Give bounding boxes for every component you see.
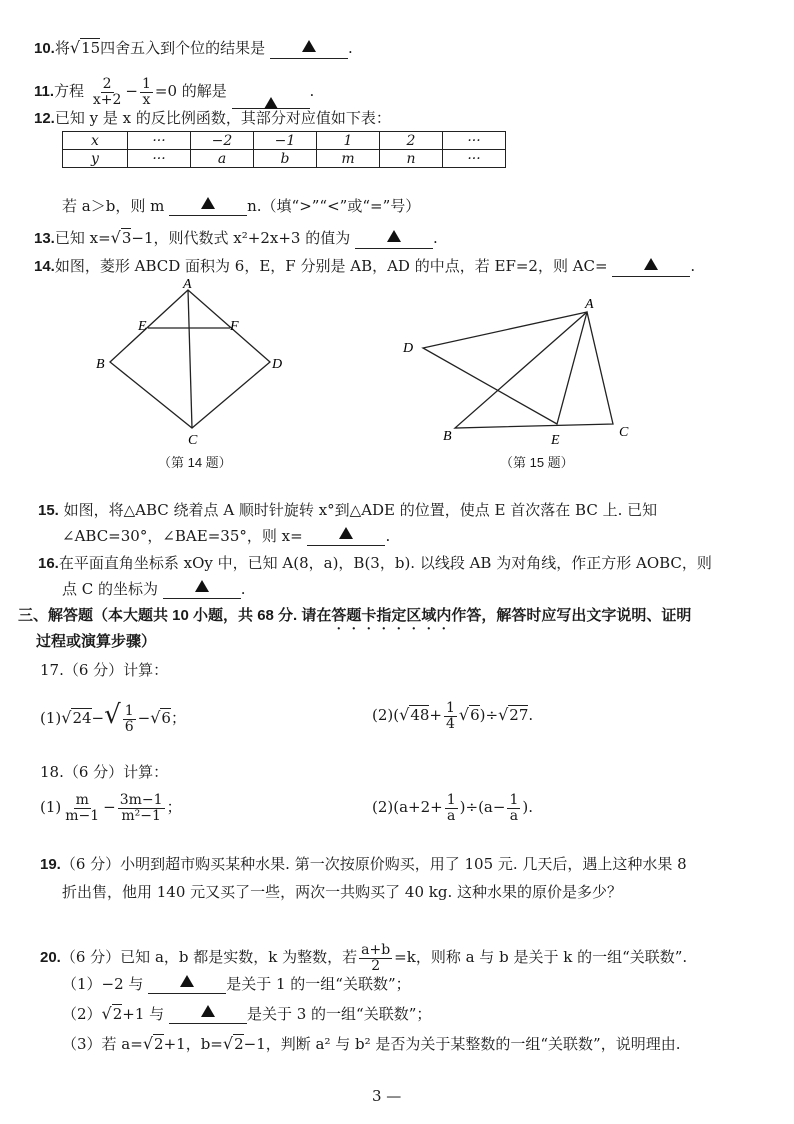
question-19-line1: 19.（6 分）小明到超市购买某种水果. 第一次按原价购买，用了 105 元. 几天后，遇上这种水果 8 xyxy=(40,855,687,873)
page-number: 3 — xyxy=(372,1087,402,1105)
svg-text:C: C xyxy=(188,433,198,448)
question-14: 14.如图，菱形 ABCD 面积为 6，E，F 分别是 AB，AD 的中点，若 EF=2，则 AC= . xyxy=(34,257,696,275)
svg-text:E: E xyxy=(138,319,147,334)
section-3-heading: 三、解答题（本大题共 10 小题，共 68 分. 请在答题卡指定区域内作答，解答时应写出文字说明、证明 xyxy=(18,607,692,624)
question-17-part1: (1)√24−√ $\frac{1}{6}$ −√6； xyxy=(40,700,186,735)
answer-blank[interactable] xyxy=(307,527,385,546)
question-20: 20.（6 分）已知 a，b 都是实数，k 为整数，若 $\frac{a+b}{2}$ =k，则称 a 与 b 是关于 k 的一组“关联数”. xyxy=(40,941,688,974)
answer-blank[interactable] xyxy=(232,90,310,109)
question-15-line2: ∠ABC=30°，∠BAE=35°，则 x= . xyxy=(62,527,391,545)
triangle-icon xyxy=(387,230,401,242)
answer-blank[interactable] xyxy=(355,230,433,249)
triangle-icon xyxy=(201,197,215,209)
svg-text:A: A xyxy=(183,278,192,292)
answer-blank[interactable] xyxy=(148,975,226,994)
question-13: 13.已知 x=√3−1，则代数式 x²+2x+3 的值为 . xyxy=(34,228,438,247)
svg-text:E: E xyxy=(551,433,560,448)
answer-blank[interactable] xyxy=(169,1005,247,1024)
question-12-line2: 若 a＞b，则 m n.（填“>”“<”或“=”号） xyxy=(62,197,421,215)
svg-text:B: B xyxy=(443,429,452,444)
question-15-line1: 15. 如图，将△ABC 绕着点 A 顺时针旋转 x°到△ADE 的位置，使点 E 首次落在 BC 上. 已知 xyxy=(38,501,658,519)
question-20-part3: （3）若 a=√2+1，b=√2−1，判断 a² 与 b² 是否为关于某整数的一组“关联数”，说明理由. xyxy=(62,1034,681,1053)
svg-text:D: D xyxy=(272,357,283,372)
section-3-heading-line2: 过程或演算步骤） xyxy=(36,633,157,650)
question-16-line2: 点 C 的坐标为 . xyxy=(62,580,246,598)
triangle-icon xyxy=(302,40,316,52)
question-10: 10.将√15四舍五入到个位的结果是 . xyxy=(34,38,353,57)
figure-14-caption: （第 14 题） xyxy=(158,455,232,470)
question-17-part2: (2)(√48+ $\frac{1}{4}$ √6)÷√27. xyxy=(372,699,534,732)
question-18: 18.（6 分）计算： xyxy=(40,763,169,781)
question-17: 17.（6 分）计算： xyxy=(40,661,169,679)
svg-text:B: B xyxy=(96,357,105,372)
value-table: x ··· −2 −1 1 2 ··· y ··· a b m n ··· xyxy=(62,131,506,168)
figure-14-rhombus xyxy=(90,278,300,448)
answer-blank[interactable] xyxy=(163,580,241,599)
triangle-icon xyxy=(195,580,209,592)
question-19-line2: 折出售，他用 140 元又买了一些，两次一共购买了 40 kg. 这种水果的原价是多少？ xyxy=(62,883,623,901)
triangle-icon xyxy=(644,258,658,270)
question-18-part1: (1) $\frac{m}{m-1}$ − $\frac{3m-1}{\text{m²−1}}$ ； xyxy=(40,791,182,824)
question-20-part1: （1）−2 与 是关于 1 的一组“关联数”； xyxy=(62,975,411,993)
svg-text:D: D xyxy=(403,341,414,356)
answer-blank[interactable] xyxy=(169,197,247,216)
answer-blank[interactable] xyxy=(270,40,348,59)
triangle-icon xyxy=(180,975,194,987)
triangle-icon xyxy=(201,1005,215,1017)
question-11: 11.方程 $\frac{2}{x+2}$ − $\frac{1}{x}$ =0 的解是 . xyxy=(34,75,315,108)
svg-text:C: C xyxy=(619,425,629,440)
figure-15-triangles xyxy=(395,290,635,450)
question-18-part2: (2)(a+2+ $\frac{1}{a}$ )÷(a− $\frac{1}{a}$ ). xyxy=(372,791,533,824)
triangle-icon xyxy=(339,527,353,539)
svg-text:A: A xyxy=(585,297,594,312)
figure-15-caption: （第 15 题） xyxy=(500,455,574,470)
question-16-line1: 16.在平面直角坐标系 xOy 中，已知 A(8，a)，B(3，b). 以线段 AB 为对角线，作正方形 AOBC，则 xyxy=(38,554,712,572)
question-20-part2: （2）√2+1 与 是关于 3 的一组“关联数”； xyxy=(62,1004,432,1023)
svg-text:F: F xyxy=(230,319,239,334)
answer-blank[interactable] xyxy=(612,258,690,277)
question-12: 12.已知 y 是 x 的反比例函数，其部分对应值如下表： xyxy=(34,109,391,127)
